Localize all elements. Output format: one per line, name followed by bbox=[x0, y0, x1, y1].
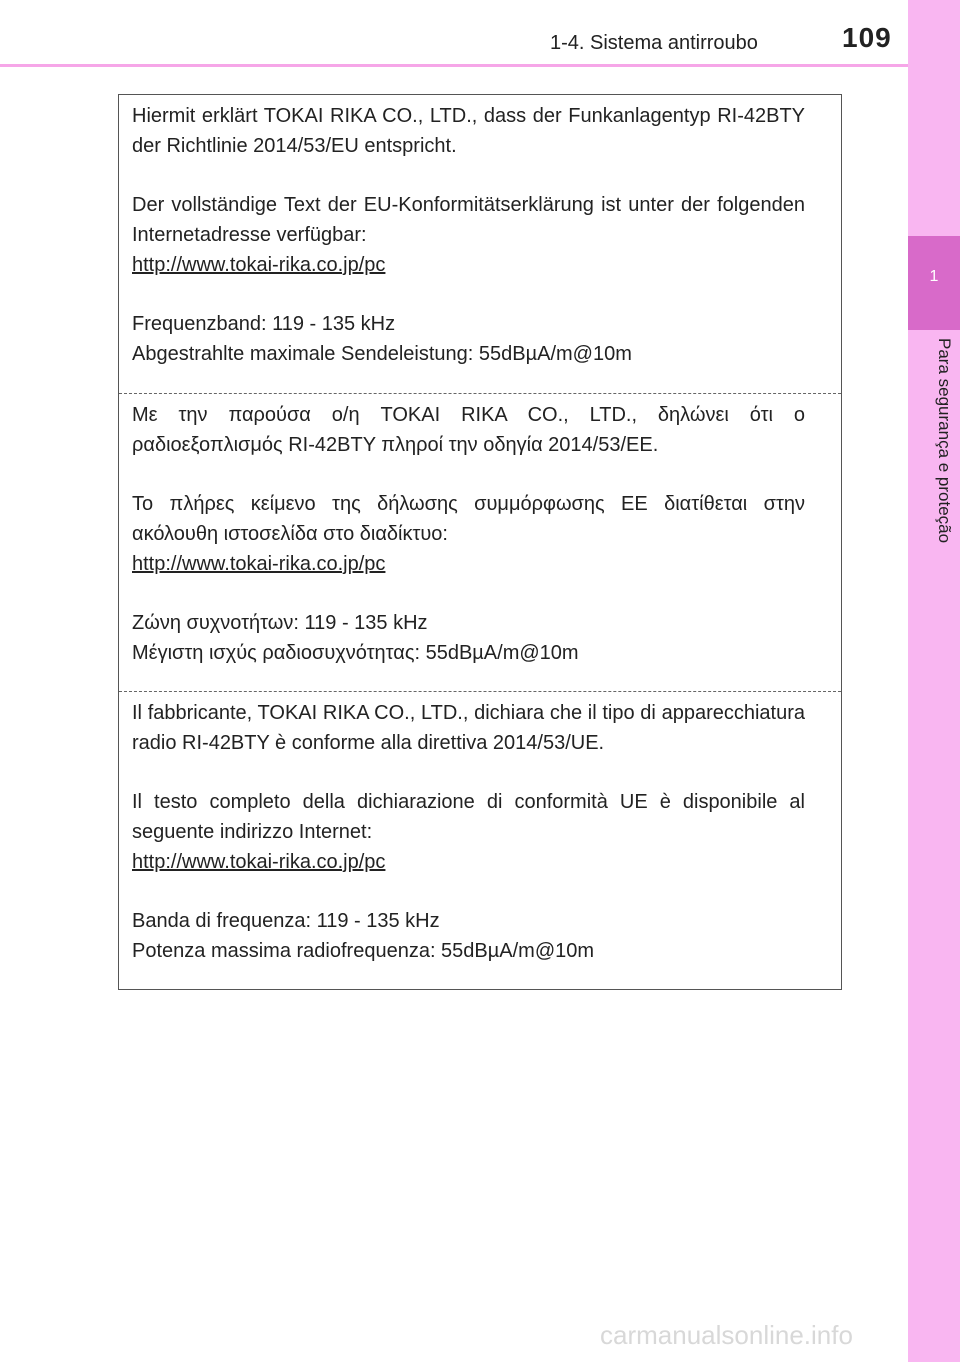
availability-paragraph bbox=[132, 489, 805, 579]
technical-data bbox=[132, 608, 805, 668]
declaration-box bbox=[118, 94, 842, 990]
chapter-number: 1 bbox=[929, 268, 939, 285]
technical-data bbox=[132, 906, 805, 966]
max-power: Abgestrahlte maximale Sendeleistung: 55dBµA/m@10m bbox=[132, 343, 632, 365]
watermark: carmanualsonline.info bbox=[600, 1320, 853, 1350]
availability-paragraph bbox=[132, 787, 805, 877]
frequency-band: Ζώνη συχνοτήτων: 119 - 135 kHz bbox=[132, 612, 428, 634]
declaration-section-german bbox=[119, 95, 841, 393]
frequency-band: Banda di frequenza: 119 - 135 kHz bbox=[132, 910, 440, 932]
availability-text: Το πλήρες κείμενο της δήλωσης συμμόρφωσης ΕΕ διατίθεται στην ακόλουθη ιστοσελίδα στο διαδίκτυο: bbox=[132, 493, 805, 545]
declaration-link[interactable]: http://www.tokai-rika.co.jp/pc bbox=[132, 553, 386, 575]
declaration-section-greek bbox=[119, 393, 841, 691]
page-number: 109 bbox=[842, 22, 892, 53]
declaration-paragraph: Hiermit erklärt TOKAI RIKA CO., LTD., dass der Funkanlagentyp RI-42BTY der Richtlinie 2014/53/EU entspricht. bbox=[132, 105, 805, 157]
availability-paragraph bbox=[132, 190, 805, 280]
declaration-link[interactable]: http://www.tokai-rika.co.jp/pc bbox=[132, 254, 386, 276]
max-power: Potenza massima radiofrequenza: 55dBµA/m@10m bbox=[132, 940, 595, 962]
availability-text: Il testo completo della dichiarazione di conformità UE è disponibile al seguente indirizzo Internet: bbox=[132, 791, 805, 843]
availability-text: Der vollständige Text der EU-Konformitätserklärung ist unter der folgenden Internetadresse verfügbar: bbox=[132, 194, 805, 246]
max-power: Μέγιστη ισχύς ραδιοσυχνότητας: 55dBµA/m@10m bbox=[132, 642, 579, 664]
declaration-paragraph: Il fabbricante, TOKAI RIKA CO., LTD., dichiara che il tipo di apparecchiatura radio RI-42BTY è conforme alla direttiva 2014/53/UE. bbox=[132, 702, 805, 754]
frequency-band: Frequenzband: 119 - 135 kHz bbox=[132, 313, 396, 335]
technical-data bbox=[132, 309, 805, 369]
declaration-paragraph: Με την παρούσα ο/η TOKAI RIKA CO., LTD., δηλώνει ότι ο ραδιοεξοπλισμός RI-42BTY πληροί την οδηγία 2014/53/ΕΕ. bbox=[132, 404, 805, 456]
declaration-section-italian bbox=[119, 691, 841, 989]
header-rule bbox=[0, 64, 908, 67]
chapter-title: Para segurança e proteção bbox=[935, 338, 954, 544]
declaration-link[interactable]: http://www.tokai-rika.co.jp/pc bbox=[132, 851, 386, 873]
section-title: 1-4. Sistema antirroubo bbox=[550, 32, 758, 54]
side-strip bbox=[908, 0, 960, 1362]
